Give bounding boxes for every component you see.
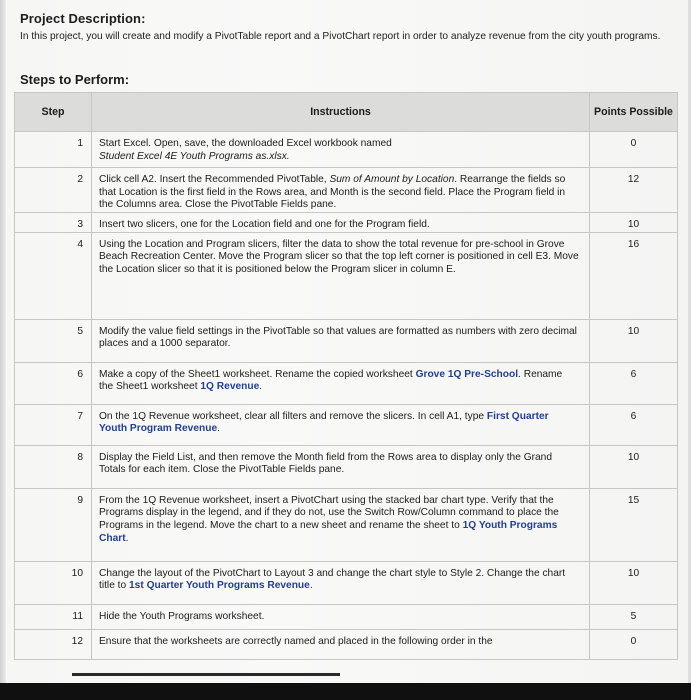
step-number: 11	[15, 604, 92, 629]
instruction-text: Click cell A2. Insert the Recommended PivotTable,	[99, 174, 330, 185]
highlighted-text: 1Q Revenue	[200, 381, 260, 393]
highlighted-text: First Quarter Youth Program Revenue	[99, 410, 549, 435]
table-row	[15, 212, 678, 232]
step-number: 10	[15, 561, 92, 604]
step-number: 9	[15, 488, 92, 561]
instruction-text: Sum of Amount by Location	[329, 174, 455, 185]
step-instructions	[92, 561, 590, 604]
table-row	[15, 445, 678, 488]
instruction-text: . Rearrange the fields so that Location is the first field in the Rows area, and Month is the second field. Place the Program field in the Columns area. Close the PivotTable Fields pane.	[99, 174, 566, 211]
table-row	[15, 362, 678, 404]
instruction-text: Modify the value field settings in the PivotTable so that values are formatted as numbers with zero decimal places and a 1000 separator.	[99, 325, 577, 350]
step-number: 3	[15, 212, 92, 232]
steps-heading: Steps to Perform:	[20, 72, 130, 87]
points-value: 16	[590, 232, 678, 319]
points-value: 10	[590, 445, 678, 488]
step-instructions	[92, 445, 590, 488]
step-instructions	[92, 604, 590, 629]
instructions-column-header: Instructions	[92, 93, 590, 132]
points-value: 0	[590, 132, 678, 168]
instruction-text: Make a copy of the Sheet1 worksheet. Rename the copied worksheet	[99, 368, 416, 380]
step-column-header: Step	[15, 93, 92, 132]
step-instructions	[92, 212, 590, 232]
instruction-text: .	[309, 580, 313, 592]
points-value: 10	[590, 212, 678, 232]
instruction-text: .	[125, 532, 129, 544]
instruction-text: Student Excel 4E Youth Programs as.xlsx.	[99, 150, 290, 162]
table-row	[15, 319, 678, 362]
project-description-heading: Project Description:	[20, 11, 146, 26]
instruction-text: Ensure that the worksheets are correctly named and placed in the following order in the	[99, 635, 493, 647]
step-number: 6	[15, 362, 92, 404]
step-number: 1	[15, 132, 92, 168]
points-value: 12	[590, 168, 678, 213]
step-number: 2	[15, 168, 92, 213]
points-value: 10	[590, 319, 678, 362]
instruction-text: .	[259, 381, 263, 393]
points-value: 10	[590, 561, 678, 604]
instruction-text: From the 1Q Revenue worksheet, insert a PivotChart using the stacked bar chart type. Verify that the Programs display in the legend, and if they do not, use the Switch Row/Column command to place the Programs in the legend. Move the chart to a new sheet and rename the sheet to	[99, 494, 559, 531]
points-column-header: Points Possible	[590, 93, 678, 132]
table-row	[15, 232, 678, 319]
step-number: 12	[15, 629, 92, 659]
table-row	[15, 132, 678, 168]
step-instructions	[92, 404, 590, 445]
step-number: 8	[15, 445, 92, 488]
table-row	[15, 404, 678, 445]
instruction-text: Change the layout of the PivotChart to Layout 3 and change the chart style to Style 2. Change the chart title to	[99, 567, 566, 592]
table-row	[15, 561, 678, 604]
step-instructions	[92, 132, 590, 168]
table-row	[15, 604, 678, 629]
screen-bottom-bar	[0, 683, 691, 700]
table-header-row	[15, 93, 678, 132]
highlighted-text: Grove 1Q Pre-School	[415, 368, 519, 380]
step-instructions	[92, 362, 590, 404]
points-value: 5	[590, 604, 678, 629]
table-row	[15, 488, 678, 561]
points-value: 6	[590, 362, 678, 404]
instruction-text: On the 1Q Revenue worksheet, clear all filters and remove the slicers. In cell A1, type	[99, 410, 487, 422]
strikethrough-overlay	[72, 673, 340, 676]
table-row	[15, 629, 678, 659]
instruction-text: Hide the Youth Programs worksheet.	[99, 610, 265, 622]
instruction-text: Using the Location and Program slicers, filter the data to show the total revenue for pre-school in Grove Beach Recreation Center. Move the Program slicer so that the top left corner is positioned in cell E3. Move the Location slicer so that it is positioned below the Program slicer in column E.	[99, 238, 579, 275]
highlighted-text: 1st Quarter Youth Programs Revenue	[129, 580, 310, 592]
highlighted-text: 1Q Youth Programs Chart	[99, 519, 558, 544]
instruction-text: Display the Field List, and then remove the Month field from the Rows area to display only the Grand Totals for each item. Close the PivotTable Fields pane.	[99, 451, 553, 476]
project-description-text: In this project, you will create and modify a PivotTable report and a PivotChart report in order to analyze revenue from the city youth programs.	[20, 31, 661, 42]
points-value: 0	[590, 629, 678, 659]
step-number: 4	[15, 232, 92, 319]
points-value: 15	[590, 488, 678, 561]
instruction-text: Insert two slicers, one for the Location field and one for the Program field.	[99, 218, 430, 230]
step-instructions	[92, 319, 590, 362]
step-instructions	[92, 168, 590, 213]
instruction-text: Start Excel. Open, save, the downloaded Excel workbook named	[99, 138, 392, 149]
points-value: 6	[590, 404, 678, 445]
instruction-text: . Rename the Sheet1 worksheet	[99, 368, 563, 393]
step-number: 7	[15, 404, 92, 445]
step-instructions	[92, 232, 590, 319]
steps-table	[14, 92, 678, 660]
step-number: 5	[15, 319, 92, 362]
step-instructions	[92, 488, 590, 561]
instruction-text: .	[217, 423, 220, 435]
step-instructions	[92, 629, 590, 659]
table-row	[15, 168, 678, 213]
